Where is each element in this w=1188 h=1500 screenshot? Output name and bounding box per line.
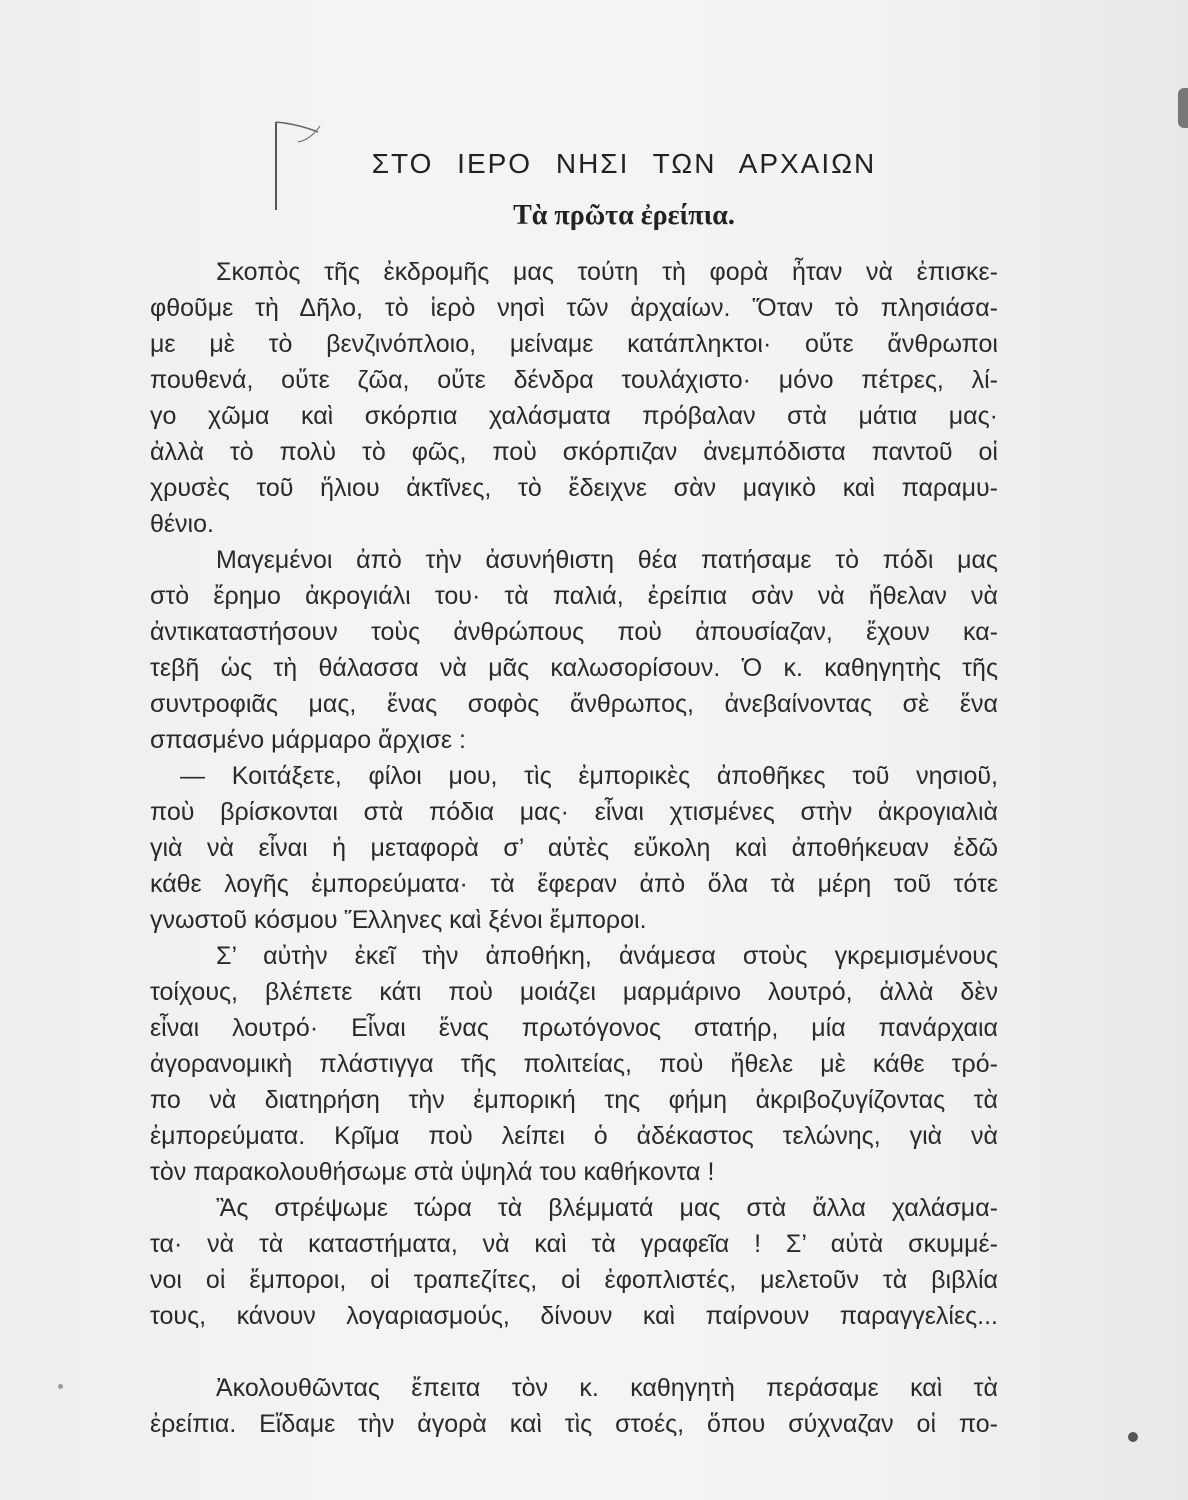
text-line: γιὰ νὰ εἶναι ἡ μεταφορὰ σ’ αὐτὲς εὔκολη καὶ ἀποθήκευαν ἐδῶ <box>150 834 998 862</box>
text-line: κάθε λογῆς ἐμπορεύματα· τὰ ἔφεραν ἀπὸ ὅλα τὰ μέρη τοῦ τότε <box>150 870 998 898</box>
text-line: ἀγορανομικὴ πλάστιγγα τῆς πολιτείας, ποὺ ἤθελε μὲ κάθε τρό- <box>150 1050 998 1078</box>
text-line: φθοῦμε τὴ Δῆλο, τὸ ἱερὸ νησὶ τῶν ἀρχαίων. Ὅταν τὸ πλησιάσα- <box>150 294 998 322</box>
text-line: ποὺ βρίσκονται στὰ πόδια μας· εἶναι χτισμένες στὴν ἀκρογιαλιὰ <box>150 798 998 826</box>
text-line: τους, κάνουν λογαριασμούς, δίνουν καὶ παίρνουν παραγγελίες... <box>150 1302 998 1330</box>
text-line: Ἀκολουθῶντας ἔπειτα τὸν κ. καθηγητὴ περάσαμε καὶ τὰ <box>216 1374 998 1402</box>
text-line: — Κοιτάξετε, φίλοι μου, τὶς ἐμπορικὲς ἀποθῆκες τοῦ νησιοῦ, <box>180 762 998 790</box>
text-line: χρυσὲς τοῦ ἥλιου ἀκτῖνες, τὸ ἔδειχνε σὰν μαγικὸ καὶ παραμυ- <box>150 474 998 502</box>
paragraph-gap <box>150 1334 998 1370</box>
text-line: τὸν παρακολουθήσωμε στὰ ὑψηλά του καθήκοντα ! <box>150 1158 715 1186</box>
text-line: ἀλλὰ τὸ πολὺ τὸ φῶς, ποὺ σκόρπιζαν ἀνεμπόδιστα παντοῦ οἱ <box>150 438 998 466</box>
text-line: πο νὰ διατηρήση τὴν ἐμπορική της φήμη ἀκριβοζυγίζοντας τὰ <box>150 1086 998 1114</box>
page-edge-speck <box>1128 1432 1138 1442</box>
article-body <box>150 254 998 1442</box>
text-line: Ἂς στρέψωμε τώρα τὰ βλέμματά μας στὰ ἄλλα χαλάσμα- <box>216 1194 998 1222</box>
page-edge-mark <box>1178 88 1188 128</box>
text-line: πουθενά, οὔτε ζῶα, οὔτε δένδρα τουλάχιστο· μόνο πέτρες, λί- <box>150 366 998 394</box>
text-line: στὸ ἔρημο ἀκρογιάλι του· τὰ παλιά, ἐρείπια σὰν νὰ ἤθελαν νὰ <box>150 582 998 610</box>
text-line: Σ’ αὐτὴν ἐκεῖ τὴν ἀποθήκη, ἀνάμεσα στοὺς γκρεμισμένους <box>216 942 998 970</box>
text-line: θένιο. <box>150 510 214 538</box>
text-line: νοι οἱ ἔμποροι, οἱ τραπεζίτες, οἱ ἐφοπλιστές, μελετοῦν τὰ βιβλία <box>150 1266 998 1294</box>
text-line: συντροφιᾶς μας, ἕνας σοφὸς ἄνθρωπος, ἀνεβαίνοντας σὲ ἕνα <box>150 690 998 718</box>
page-title: ΣΤΟ ΙΕΡΟ ΝΗΣΙ ΤΩΝ ΑΡΧΑΙΩΝ <box>371 148 877 179</box>
text-line: ἀντικαταστήσουν τοὺς ἀνθρώπους ποὺ ἀπουσίαζαν, ἔχουν κα- <box>150 618 998 646</box>
text-line: Σκοπὸς τῆς ἐκδρομῆς μας τούτη τὴ φορὰ ἦταν νὰ ἐπισκε- <box>216 258 998 286</box>
section-subtitle: Τὰ πρῶτα ἐρείπια. <box>513 200 735 231</box>
text-line: γνωστοῦ κόσμου Ἕλληνες καὶ ξένοι ἔμποροι. <box>150 906 647 934</box>
stray-speck <box>58 1384 63 1389</box>
text-line: τοίχους, βλέπετε κάτι ποὺ μοιάζει μαρμάρινο λουτρό, ἀλλὰ δὲν <box>150 978 998 1006</box>
text-line: τα· νὰ τὰ καταστήματα, νὰ καὶ τὰ γραφεῖα ! Σ’ αὐτὰ σκυμμέ- <box>150 1230 998 1258</box>
text-line: τεβῆ ὡς τὴ θάλασσα νὰ μᾶς καλωσορίσουν. Ὁ κ. καθηγητὴς τῆς <box>150 654 998 682</box>
text-line: ἐμπορεύματα. Κρῖμα ποὺ λείπει ὁ ἀδέκαστος τελώνης, γιὰ νὰ <box>150 1122 998 1150</box>
text-line: σπασμένο μάρμαρο ἄρχισε : <box>150 726 466 754</box>
text-line: Μαγεμένοι ἀπὸ τὴν ἀσυνήθιστη θέα πατήσαμε τὸ πόδι μας <box>216 546 998 574</box>
text-line: με μὲ τὸ βενζινόπλοιο, μείναμε κατάπληκτοι· οὔτε ἄνθρωποι <box>150 330 998 358</box>
text-line: εἶναι λουτρό· Εἶναι ἕνας πρωτόγονος στατήρ, μία πανάρχαια <box>150 1014 998 1042</box>
text-line: γο χῶμα καὶ σκόρπια χαλάσματα πρόβαλαν στὰ μάτια μας· <box>150 402 998 430</box>
text-line: ἐρείπια. Εἴδαμε τὴν ἀγορὰ καὶ τὶς στοές, ὅπου σύχναζαν οἱ πο- <box>150 1410 998 1438</box>
